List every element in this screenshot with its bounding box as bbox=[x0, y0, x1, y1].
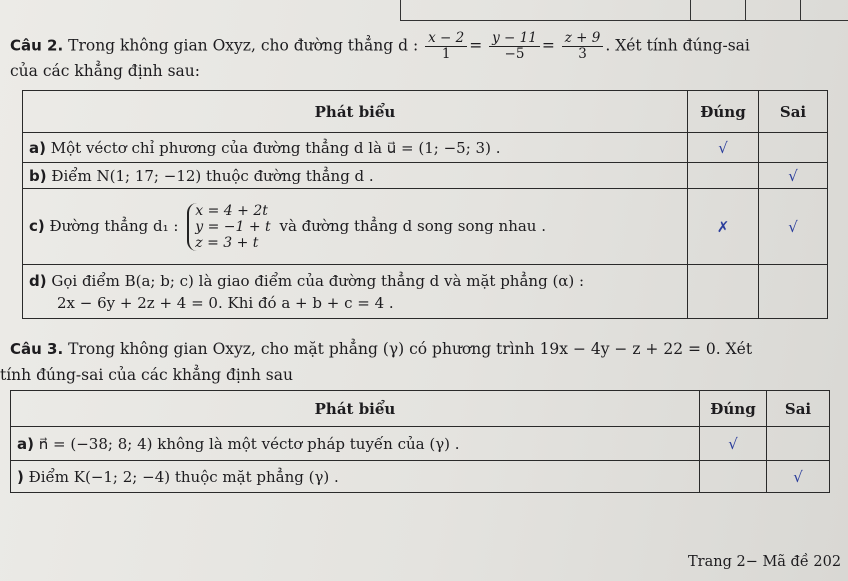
header-statement: Phát biểu bbox=[23, 91, 688, 133]
question-2-subtitle: của các khẳng định sau: bbox=[10, 62, 200, 80]
true-cell[interactable]: √ bbox=[688, 133, 759, 163]
table-row bbox=[11, 427, 830, 461]
statement-text: 2x − 6y + 2z + 4 = 0. Khi đó a + b + c = 4 . bbox=[57, 293, 394, 312]
fraction-denominator: −5 bbox=[504, 46, 525, 62]
false-cell[interactable] bbox=[759, 133, 828, 163]
statement-cell bbox=[23, 189, 688, 265]
question-3-text: Trong không gian Oxyz, cho mặt phẳng (γ) có phương trình 19x − 4y − z + 22 = 0. Xét bbox=[68, 340, 753, 358]
row-label: a) bbox=[17, 434, 34, 453]
equation-line: z = 3 + t bbox=[195, 234, 259, 251]
previous-table-edge bbox=[400, 0, 848, 21]
header-true: Đúng bbox=[700, 391, 767, 427]
row-label: ) bbox=[17, 467, 24, 486]
equation-line: y = −1 + t bbox=[195, 218, 271, 235]
question-3-intro bbox=[10, 340, 752, 358]
table-divider bbox=[690, 0, 691, 20]
table-divider bbox=[745, 0, 746, 20]
table-divider bbox=[800, 0, 801, 20]
statement-text: Điểm N(1; 17; −12) thuộc đường thẳng d . bbox=[51, 166, 374, 185]
false-cell[interactable] bbox=[767, 427, 830, 461]
question-3-table bbox=[10, 390, 830, 493]
table-row bbox=[23, 189, 828, 265]
statement-text: Điểm K(−1; 2; −4) thuộc mặt phẳng (γ) . bbox=[28, 467, 339, 486]
fraction-denominator: 1 bbox=[441, 46, 451, 62]
row-label: a) bbox=[29, 138, 46, 157]
statement-cell bbox=[11, 461, 700, 493]
table-row bbox=[11, 461, 830, 493]
true-cell[interactable]: ✗ bbox=[688, 189, 759, 265]
statement-text: Gọi điểm B(a; b; c) là giao điểm của đường thẳng d và mặt phẳng (α) : bbox=[51, 271, 585, 290]
fraction-denominator: 3 bbox=[578, 46, 587, 62]
header-false: Sai bbox=[767, 391, 830, 427]
table-row bbox=[23, 163, 828, 189]
true-cell[interactable]: √ bbox=[700, 427, 767, 461]
fraction-numerator: x − 2 bbox=[425, 31, 467, 47]
statement-text: Một véctơ chỉ phương của đường thẳng d là u⃗ = (1; −5; 3) . bbox=[50, 138, 501, 157]
statement-text: Đường thẳng d₁ : bbox=[49, 216, 179, 235]
false-cell[interactable]: √ bbox=[759, 163, 828, 189]
table-row bbox=[23, 133, 828, 163]
table-row bbox=[23, 265, 828, 319]
equation-line: x = 4 + 2t bbox=[195, 202, 268, 219]
fraction-numerator: z + 9 bbox=[562, 31, 604, 47]
header-true: Đúng bbox=[688, 91, 759, 133]
question-3-subtitle: tính đúng-sai của các khẳng định sau bbox=[0, 366, 293, 384]
statement-text: n⃗ = (−38; 8; 4) không là một véctơ pháp tuyến của (γ) . bbox=[38, 434, 460, 453]
row-label: c) bbox=[29, 216, 45, 235]
header-statement: Phát biểu bbox=[11, 391, 700, 427]
table-divider bbox=[400, 0, 401, 20]
statement-cell bbox=[23, 265, 688, 319]
statement-text: và đường thẳng d song song nhau . bbox=[279, 216, 546, 235]
false-cell[interactable]: √ bbox=[759, 189, 828, 265]
statement-cell bbox=[11, 427, 700, 461]
statement-cell bbox=[23, 133, 688, 163]
true-cell[interactable] bbox=[688, 265, 759, 319]
question-2-text: Trong không gian Oxyz, cho đường thẳng d : bbox=[68, 36, 419, 55]
true-cell[interactable] bbox=[700, 461, 767, 493]
equation-system bbox=[187, 203, 270, 251]
fraction-numerator: y − 11 bbox=[489, 31, 540, 47]
fraction-z bbox=[562, 31, 604, 62]
statement-cell bbox=[23, 163, 688, 189]
fraction-y bbox=[489, 31, 540, 62]
question-2-text-end: . Xét tính đúng-sai bbox=[605, 36, 750, 55]
row-label: d) bbox=[29, 271, 47, 290]
question-2-table bbox=[22, 90, 828, 319]
false-cell[interactable]: √ bbox=[767, 461, 830, 493]
true-cell[interactable] bbox=[688, 163, 759, 189]
page-footer: Trang 2− Mã đề 202 bbox=[688, 554, 842, 570]
question-3-label: Câu 3. bbox=[10, 340, 64, 358]
question-2-intro: Câu 2. Trong không gian Oxyz, cho đường thẳng d : $\frac{x - 2}{1}$ = $\frac{y - 11}{-5}$ = $\frac{z + 9}{3}$ . Xét tính đúng-sai bbox=[10, 30, 750, 62]
false-cell[interactable] bbox=[759, 265, 828, 319]
question-2-label: Câu 2. bbox=[10, 36, 64, 55]
row-label: b) bbox=[29, 166, 47, 185]
fraction-x bbox=[425, 31, 467, 62]
header-false: Sai bbox=[759, 91, 828, 133]
